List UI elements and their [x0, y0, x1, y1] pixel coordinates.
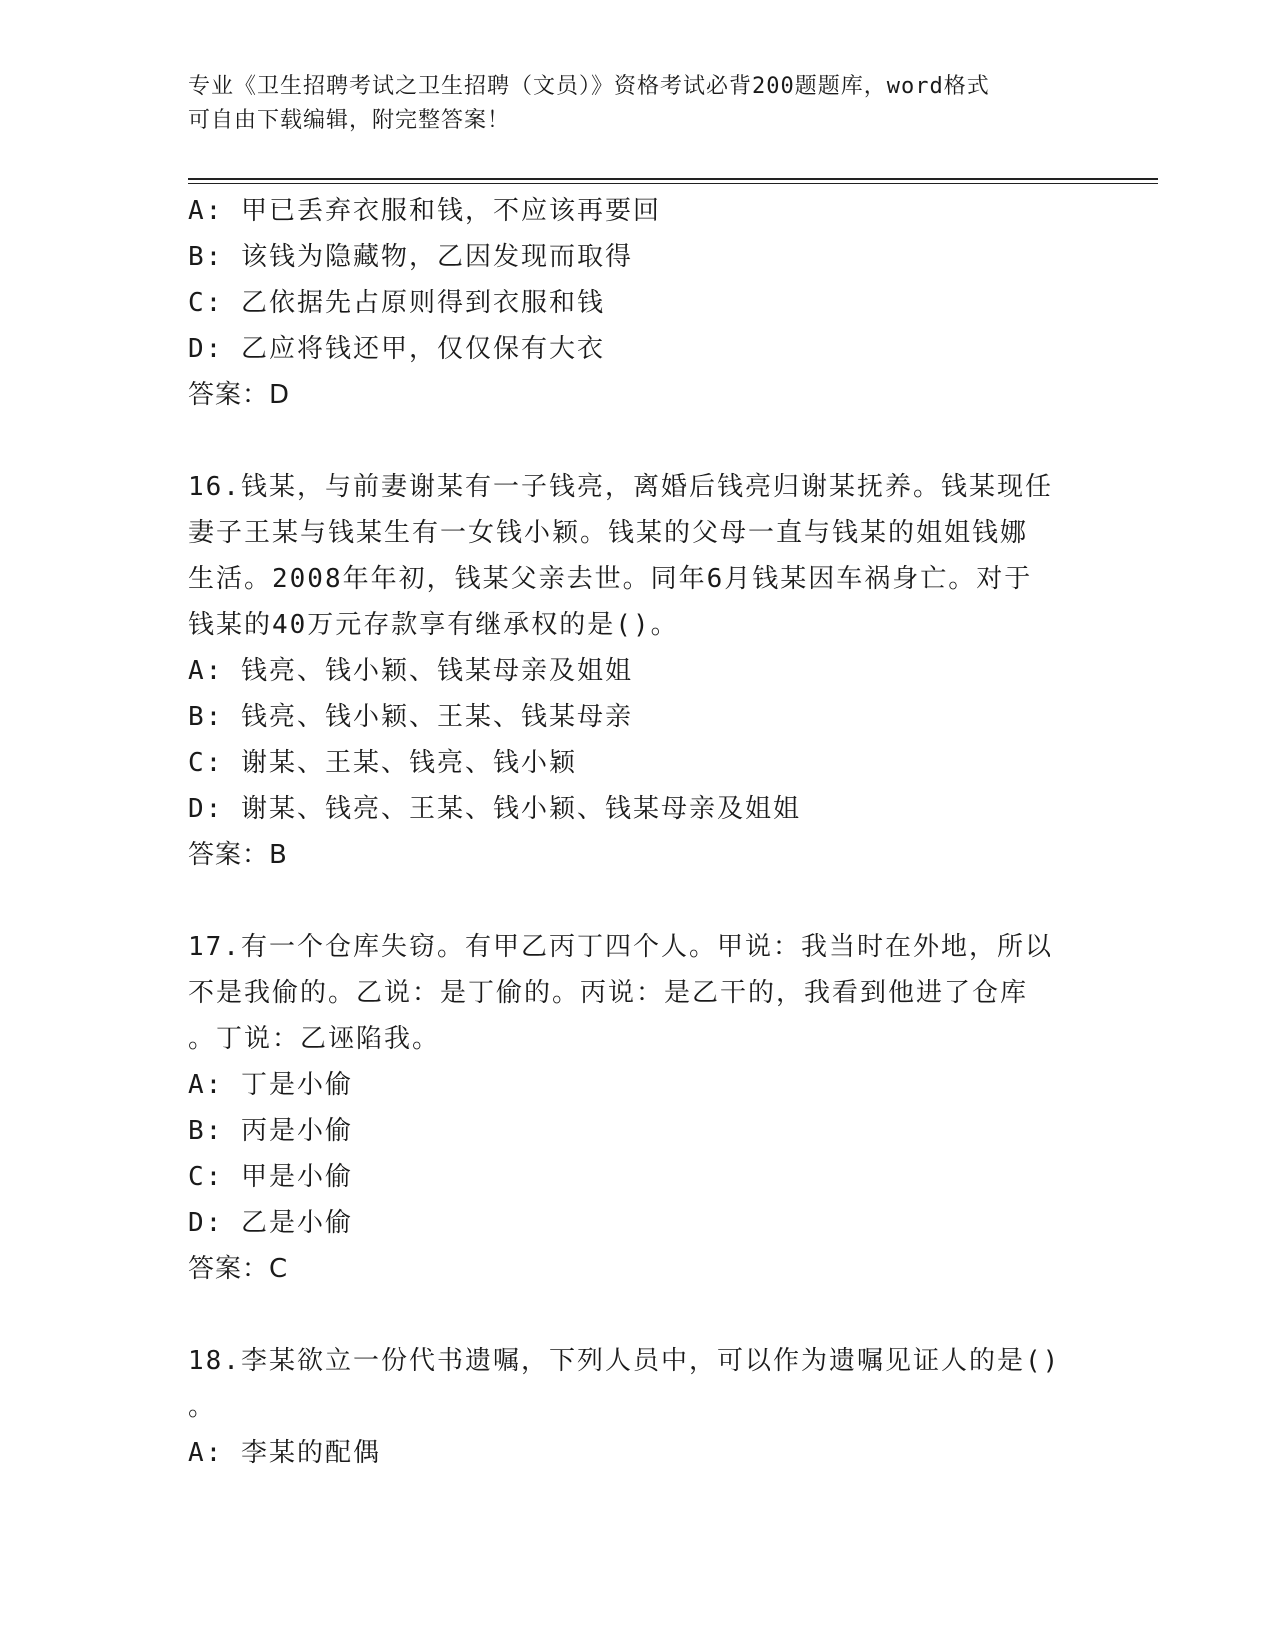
question-stem-line: 。丁说：乙诬陷我。: [188, 1024, 441, 1054]
question-stem-line: 生活。2008年年初，钱某父亲去世。同年6月钱某因车祸身亡。对于: [188, 564, 1033, 594]
option-c: C: 乙依据先占原则得到衣服和钱: [188, 288, 605, 318]
question-17: [188, 924, 1088, 1292]
option-a: A: 李某的配偶: [188, 1438, 381, 1468]
option-d: D: 乙应将钱还甲，仅仅保有大衣: [188, 334, 605, 364]
question-stem-line: 钱某的40万元存款享有继承权的是()。: [188, 610, 679, 640]
question-list: [188, 188, 1088, 1476]
option-c: C: 谢某、王某、钱亮、钱小颖: [188, 748, 577, 778]
question-stem-line: 不是我偷的。乙说：是丁偷的。丙说：是乙干的，我看到他进了仓库: [188, 978, 1029, 1008]
option-a: A: 丁是小偷: [188, 1070, 353, 1100]
question-15: [188, 188, 1088, 418]
question-16: [188, 464, 1088, 878]
header-line-2: 可自由下载编辑，附完整答案！: [188, 108, 511, 133]
question-stem-line: 17.有一个仓库失窃。有甲乙丙丁四个人。甲说：我当时在外地，所以: [188, 932, 1053, 962]
option-b: B: 钱亮、钱小颖、王某、钱某母亲: [188, 702, 633, 732]
option-d: D: 谢某、钱亮、王某、钱小颖、钱某母亲及姐姐: [188, 794, 801, 824]
option-b: B: 该钱为隐藏物，乙因发现而取得: [188, 242, 633, 272]
header-divider-thin: [188, 183, 1158, 184]
header-divider-thick: [188, 178, 1158, 180]
option-c: C: 甲是小偷: [188, 1162, 353, 1192]
answer-line: 答案：C: [188, 1254, 289, 1284]
question-stem-line: 16.钱某，与前妻谢某有一子钱亮，离婚后钱亮归谢某抚养。钱某现任: [188, 472, 1053, 502]
option-b: B: 丙是小偷: [188, 1116, 353, 1146]
answer-line: 答案：B: [188, 840, 288, 870]
question-stem-line: 18.李某欲立一份代书遗嘱，下列人员中，可以作为遗嘱见证人的是(): [188, 1346, 1061, 1376]
question-18: [188, 1338, 1088, 1476]
header-line-1: 专业《卫生招聘考试之卫生招聘（文员）》资格考试必背200题题库，word格式: [188, 74, 990, 99]
question-stem-line: 妻子王某与钱某生有一女钱小颖。钱某的父母一直与钱某的姐姐钱娜: [188, 518, 1029, 548]
option-a: A: 钱亮、钱小颖、钱某母亲及姐姐: [188, 656, 633, 686]
document-header: [188, 70, 1088, 138]
spacer: [188, 418, 1088, 464]
option-d: D: 乙是小偷: [188, 1208, 353, 1238]
option-a: A: 甲已丢弃衣服和钱，不应该再要回: [188, 196, 661, 226]
spacer: [188, 878, 1088, 924]
answer-line: 答案：D: [188, 380, 291, 410]
question-stem-line: 。: [188, 1392, 217, 1422]
spacer: [188, 1292, 1088, 1338]
